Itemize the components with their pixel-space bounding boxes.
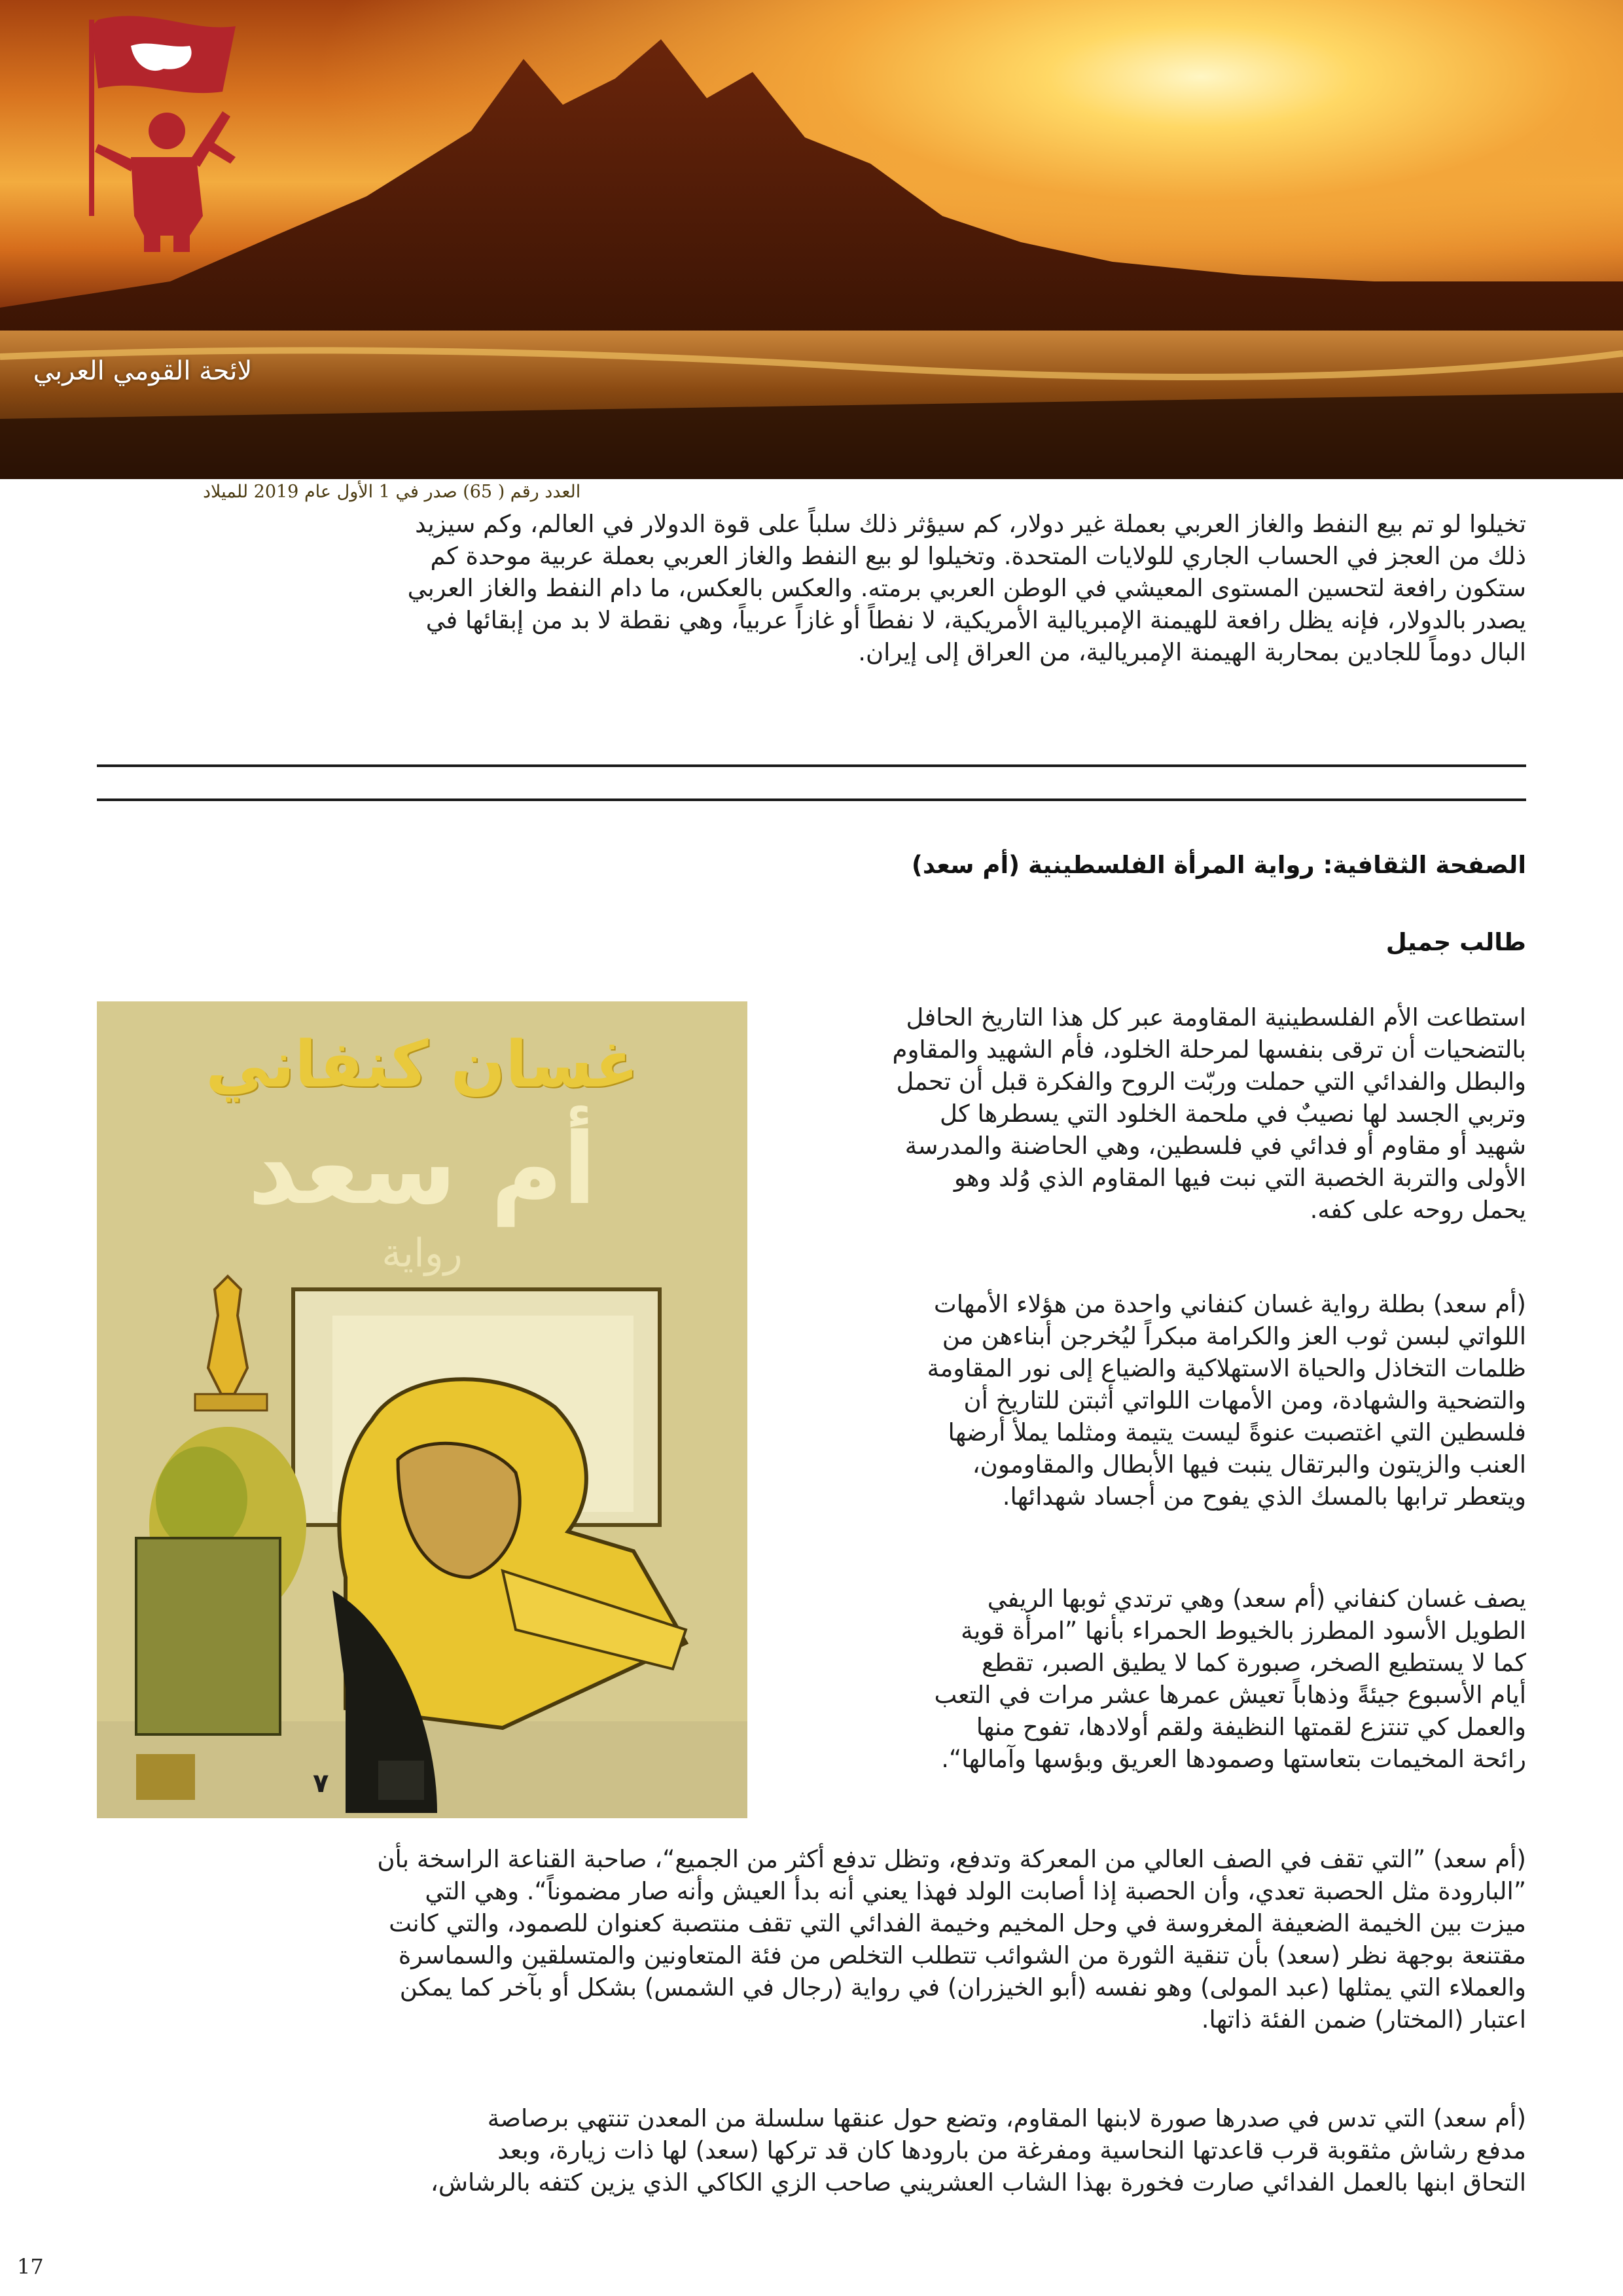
- page-number: 17: [17, 2254, 44, 2279]
- text-line: مقتنعة بوجهة نظر (سعد) بأن تنقية الثورة من الشوائب تتطلب التخلص من فئة المتعاونين والمتسلقين والسماسرة: [398, 1941, 1526, 1969]
- text-line: ويتعطر ترابها بالمسك الذي يفوح من أجساد شهدائها.: [1002, 1482, 1526, 1511]
- paragraph: [763, 1583, 1526, 1775]
- paragraph: [763, 1001, 1526, 1226]
- text-line: اللواتي لبسن ثوب العز والكرامة مبكراً ليُخرجن أبناءهن من: [942, 1322, 1526, 1350]
- text-line: الطويل الأسود المطرز بالخيوط الحمراء بأنها ”امرأة قوية: [961, 1617, 1526, 1645]
- paragraph: [97, 2102, 1526, 2198]
- divider-rule: [97, 764, 1526, 767]
- text-line: يحمل روحه على كفه.: [1310, 1196, 1526, 1224]
- text-line: والتضحية والشهادة، ومن الأمهات اللواتي أثبتن للتاريخ أن: [963, 1386, 1526, 1414]
- cover-title: أم سعد: [247, 1113, 597, 1227]
- text-line: بالتضحيات أن ترقى بنفسها لمرحلة الخلود، فأم الشهيد والمقاوم: [892, 1035, 1526, 1064]
- text-line: (أم سعد) التي تدس في صدرها صورة لابنها المقاوم، وتضع حول عنقها سلسلة من المعدن تنتهي برصاصة: [487, 2104, 1526, 2132]
- text-line: ستكون رافعة لتحسين المستوى المعيشي في الوطن العربي برمته. والعكس بالعكس، ما دام النفط والغاز العربي: [407, 574, 1526, 602]
- cover-author: غسان كنفاني: [205, 1028, 639, 1102]
- logo-text: لائحة القومي العربي: [33, 356, 253, 386]
- paragraph: [763, 1288, 1526, 1513]
- article-author: طالب جميل: [1385, 928, 1526, 956]
- text-line: اعتبار (المختار) ضمن الفئة ذاتها.: [1201, 2005, 1526, 2034]
- text-line: والعملاء التي يمثلها (عبد المولى) وهو نفسه (أبو الخيزران) في رواية (رجال في الشمس) بشكل أو بآخر كما يمكن: [399, 1973, 1526, 2001]
- text-line: فلسطين التي اغتصبت عنوةً ليست يتيمة ومثلما يملأ أرضها: [948, 1418, 1526, 1446]
- text-line: يصدر بالدولار، فإنه يظل رافعة للهيمنة الإمبريالية الأمريكية، لا نفطاً أو غازاً عربياً، وهي نقطة لا بد من إبقائها في: [425, 606, 1526, 634]
- text-line: البال دوماً للجادين بمحاربة الهيمنة الإمبريالية، من العراق إلى إيران.: [858, 638, 1526, 666]
- text-line: (أم سعد) ”التي تقف في الصف العالي من المعركة وتدفع، وتظل تدفع أكثر من الجميع“، صاحبة القناعة الراسخة بأن: [377, 1845, 1526, 1873]
- text-line: رائحة المخيمات بتعاستها وصمودها العريق وبؤسها وآمالها“.: [941, 1745, 1526, 1773]
- text-line: أيام الأسبوع جيئةً وذهاباً تعيش عمرها عشر مرات في التعب: [934, 1681, 1526, 1709]
- text-line: ميزت بين الخيمة الضعيفة المغروسة في وحل المخيم وخيمة الفدائي التي تقف منتصبة كعنوان للصمود، والتي كانت: [389, 1909, 1526, 1937]
- text-line: العنب والزيتون والبرتقال ينبت فيها الأبطال والمقاومون،: [972, 1450, 1526, 1479]
- text-line: مدفع رشاش مثقوبة قرب قاعدتها النحاسية ومفرغة من بارودها كان قد تركها (سعد) لها ذات زيارة، وبعد: [497, 2136, 1526, 2164]
- issue-line: العدد رقم ( 65) صدر في 1 الأول عام 2019 للميلاد: [203, 482, 581, 502]
- header-banner: [0, 0, 1623, 479]
- text-line: الأولى والتربة الخصبة التي نبت فيها المقاوم الذي وُلد وهو: [954, 1164, 1526, 1192]
- cover-subtitle: رواية: [382, 1230, 463, 1276]
- text-line: شهيد أو مقاوم أو فدائي في فلسطين، وهي الحاضنة والمدرسة: [904, 1132, 1526, 1160]
- text-line: ذلك من العجز في الحساب الجاري للولايات المتحدة. وتخيلوا لو بيع النفط والغاز العربي بعملة عربية موحدة كم: [430, 542, 1526, 570]
- text-line: كما لا يستطيع الصخر، صبورة كما لا يطيق الصبر، تقطع: [981, 1649, 1526, 1677]
- book-cover-image: [97, 1001, 747, 1818]
- text-line: استطاعت الأم الفلسطينية المقاومة عبر كل هذا التاريخ الحافل: [906, 1003, 1526, 1031]
- text-line: (أم سعد) بطلة رواية غسان كنفاني واحدة من هؤلاء الأمهات: [933, 1290, 1526, 1318]
- text-line: وتربي الجسد لها نصيبٌ في ملحمة الخلود التي يسطرها كل: [940, 1100, 1526, 1128]
- text-line: ”البارودة مثل الحصبة تعدي، وأن الحصبة إذا أصابت الولد فهذا يعني أنه بدأ العيش وأنه صار مضموناً“. وهي التي: [425, 1877, 1526, 1905]
- intro-paragraph: [97, 508, 1526, 668]
- paragraph: [97, 1843, 1526, 2036]
- logo-icon: [0, 0, 281, 308]
- text-line: تخيلوا لو تم بيع النفط والغاز العربي بعملة غير دولار، كم سيؤثر ذلك سلباً على قوة الدولار في العالم، وكم سيزيد: [415, 510, 1526, 538]
- text-line: التحاق ابنها بالعمل الفدائي صارت فخورة بهذا الشاب العشريني صاحب الزي الكاكي الذي يزين كتفه بالرشاش،: [430, 2168, 1526, 2197]
- text-line: والبطل والفدائي التي حملت وربّت الروح والفكرة قبل أن تحمل: [896, 1067, 1526, 1096]
- article-title: الصفحة الثقافية: رواية المرأة الفلسطينية (أم سعد): [911, 851, 1526, 879]
- text-line: ظلمات التخاذل والحياة الاستهلاكية والضياع إلى نور المقاومة: [927, 1354, 1526, 1382]
- text-line: يصف غسان كنفاني (أم سعد) وهي ترتدي ثوبها الريفي: [987, 1585, 1526, 1613]
- divider-rule: [97, 798, 1526, 801]
- cover-series-number: ٧: [313, 1768, 329, 1799]
- text-line: والعمل كي تنتزع لقمتها النظيفة ولقم أولادها، تفوح منها: [976, 1713, 1526, 1741]
